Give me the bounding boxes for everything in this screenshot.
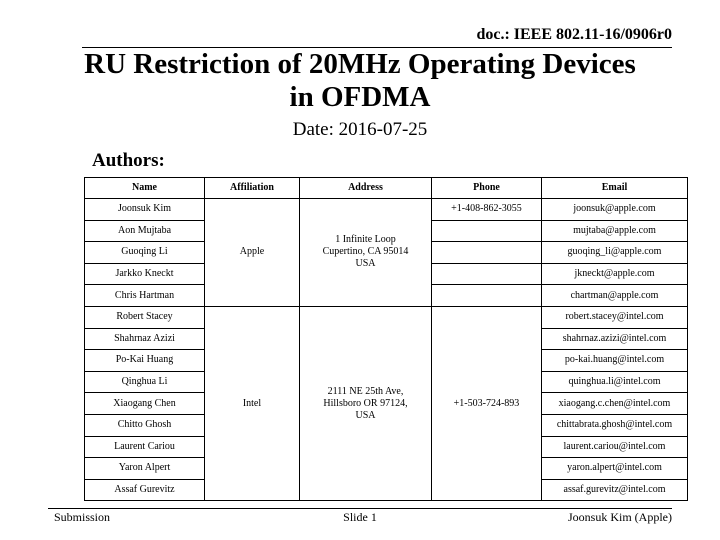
header-phone: Phone xyxy=(432,178,542,199)
author-email: xiaogang.c.chen@intel.com xyxy=(542,393,688,415)
author-email: quinghua.li@intel.com xyxy=(542,371,688,393)
author-name: Joonsuk Kim xyxy=(85,199,205,221)
author-name: Robert Stacey xyxy=(85,306,205,328)
author-phone xyxy=(432,285,542,307)
author-name: Laurent Cariou xyxy=(85,436,205,458)
header-email: Email xyxy=(542,178,688,199)
doc-id-header: doc.: IEEE 802.11-16/0906r0 xyxy=(476,26,672,43)
table-row xyxy=(85,199,688,221)
footer-slide-number: Slide 1 xyxy=(343,510,377,524)
authors-table xyxy=(84,177,688,501)
address-line: 1 Infinite Loop xyxy=(335,234,396,246)
author-address xyxy=(300,199,432,307)
authors-heading: Authors: xyxy=(92,150,165,171)
author-name: Shahrnaz Azizi xyxy=(85,328,205,350)
author-name: Jarkko Kneckt xyxy=(85,263,205,285)
address-line: USA xyxy=(355,409,376,421)
author-email: laurent.cariou@intel.com xyxy=(542,436,688,458)
address-line: 2111 NE 25th Ave, xyxy=(327,385,404,397)
header-affiliation: Affiliation xyxy=(205,178,300,199)
author-email: shahrnaz.azizi@intel.com xyxy=(542,328,688,350)
slide-title xyxy=(0,48,720,114)
author-name: Guoqing Li xyxy=(85,242,205,264)
author-email: guoqing_li@apple.com xyxy=(542,242,688,264)
author-name: Yaron Alpert xyxy=(85,458,205,480)
author-email: yaron.alpert@intel.com xyxy=(542,458,688,480)
author-address xyxy=(300,306,432,500)
footer-author: Joonsuk Kim (Apple) xyxy=(568,510,672,524)
author-affiliation: Apple xyxy=(205,199,300,307)
footer-divider xyxy=(48,508,672,509)
author-email: chartman@apple.com xyxy=(542,285,688,307)
author-phone: +1-408-862-3055 xyxy=(432,199,542,221)
author-email: mujtaba@apple.com xyxy=(542,220,688,242)
author-affiliation: Intel xyxy=(205,306,300,500)
author-phone xyxy=(432,220,542,242)
table-header-row xyxy=(85,178,688,199)
author-name: Chitto Ghosh xyxy=(85,414,205,436)
title-line-2: in OFDMA xyxy=(289,81,431,113)
author-name: Xiaogang Chen xyxy=(85,393,205,415)
table-row xyxy=(85,306,688,328)
header-address: Address xyxy=(300,178,432,199)
slide-date: Date: 2016-07-25 xyxy=(292,119,428,140)
author-phone: +1-503-724-893 xyxy=(432,306,542,500)
author-phone xyxy=(432,242,542,264)
author-name: Po-Kai Huang xyxy=(85,350,205,372)
address-line: Cupertino, CA 95014 xyxy=(322,246,409,258)
author-email: po-kai.huang@intel.com xyxy=(542,350,688,372)
author-name: Assaf Gurevitz xyxy=(85,479,205,501)
footer-submission: Submission xyxy=(54,510,111,524)
address-line: USA xyxy=(355,258,376,270)
author-phone xyxy=(432,263,542,285)
author-email: jkneckt@apple.com xyxy=(542,263,688,285)
address-line: Hillsboro OR 97124, xyxy=(323,397,408,409)
author-email: joonsuk@apple.com xyxy=(542,199,688,221)
author-name: Aon Mujtaba xyxy=(85,220,205,242)
author-name: Chris Hartman xyxy=(85,285,205,307)
author-name: Qinghua Li xyxy=(85,371,205,393)
author-email: robert.stacey@intel.com xyxy=(542,306,688,328)
header-name: Name xyxy=(85,178,205,199)
title-line-1: RU Restriction of 20MHz Operating Devices xyxy=(84,48,636,80)
author-email: chittabrata.ghosh@intel.com xyxy=(542,414,688,436)
author-email: assaf.gurevitz@intel.com xyxy=(542,479,688,501)
